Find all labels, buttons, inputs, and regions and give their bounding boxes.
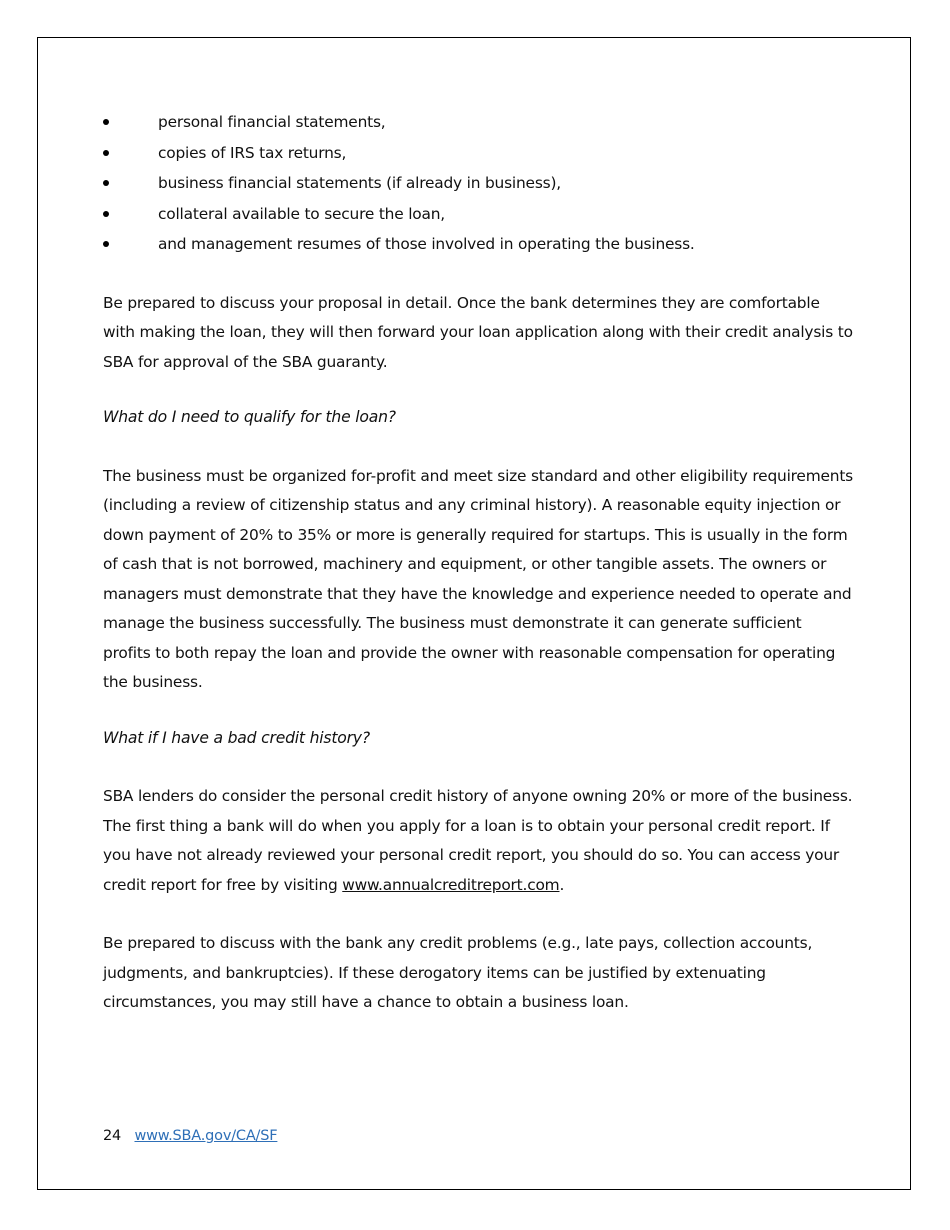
list-item-text: personal financial statements, bbox=[158, 113, 386, 131]
list-item bbox=[103, 108, 853, 139]
bullet-icon bbox=[103, 150, 109, 156]
page-number: 24 bbox=[103, 1128, 122, 1144]
qualify-paragraph: The business must be organized for-profit and meet size standard and other eligibility requirements (including a review of citizenship status and any criminal history). A reasonable equity injection or down payment of 20% to 35% or more is generally required for startups. This is usually in the form of cash that is not borrowed, machinery and equipment, or other tangible assets. The owners or managers must demonstrate that they have the knowledge and experience needed to operate and manage the business successfully. The business must demonstrate it can generate sufficient profits to both repay the loan and provide the owner with reasonable compensation for operating the business. bbox=[103, 466, 853, 691]
list-item-text: and management resumes of those involved in operating the business. bbox=[158, 235, 695, 253]
annualcreditreport-link[interactable]: www.annualcreditreport.com bbox=[342, 875, 560, 894]
credit-paragraph-text: SBA lenders do consider the personal credit history of anyone owning 20% or more of the business. The first thing a bank will do when you apply for a loan is to obtain your personal credit report. If you have not already reviewed your personal credit report, you should do so. You can access your credit report for free by visiting bbox=[103, 787, 853, 894]
bullet-icon bbox=[103, 241, 109, 247]
list-item-text: business financial statements (if already in business), bbox=[158, 174, 561, 192]
list-item bbox=[103, 200, 853, 231]
bullet-icon bbox=[103, 119, 109, 125]
list-item bbox=[103, 139, 853, 170]
credit-heading: What if I have a bad credit history? bbox=[103, 728, 370, 747]
page-footer bbox=[103, 1124, 277, 1148]
sba-website-link[interactable]: www.SBA.gov/CA/SF bbox=[134, 1128, 278, 1144]
list-item-text: collateral available to secure the loan, bbox=[158, 204, 445, 223]
credit-paragraph bbox=[103, 782, 853, 900]
qualify-heading: What do I need to qualify for the loan? bbox=[103, 408, 396, 426]
requirements-list bbox=[103, 108, 853, 261]
credit-paragraph-end: . bbox=[559, 875, 565, 894]
bullet-icon bbox=[103, 180, 109, 186]
credit-problems-paragraph: Be prepared to discuss with the bank any credit problems (e.g., late pays, collection accounts, judgments, and bankruptcies). If these derogatory items can be justified by extenuating circumstances, you may still have a chance to obtain a business loan. bbox=[103, 934, 813, 1011]
list-item bbox=[103, 230, 853, 261]
list-item bbox=[103, 169, 853, 200]
proposal-paragraph: Be prepared to discuss your proposal in detail. Once the bank determines they are comfortable with making the loan, they will then forward your loan application along with their credit analysis to SBA for approval of the SBA guaranty. bbox=[103, 293, 853, 371]
bullet-icon bbox=[103, 211, 109, 217]
document-body bbox=[103, 108, 853, 1018]
list-item-text: copies of IRS tax returns, bbox=[158, 143, 347, 162]
